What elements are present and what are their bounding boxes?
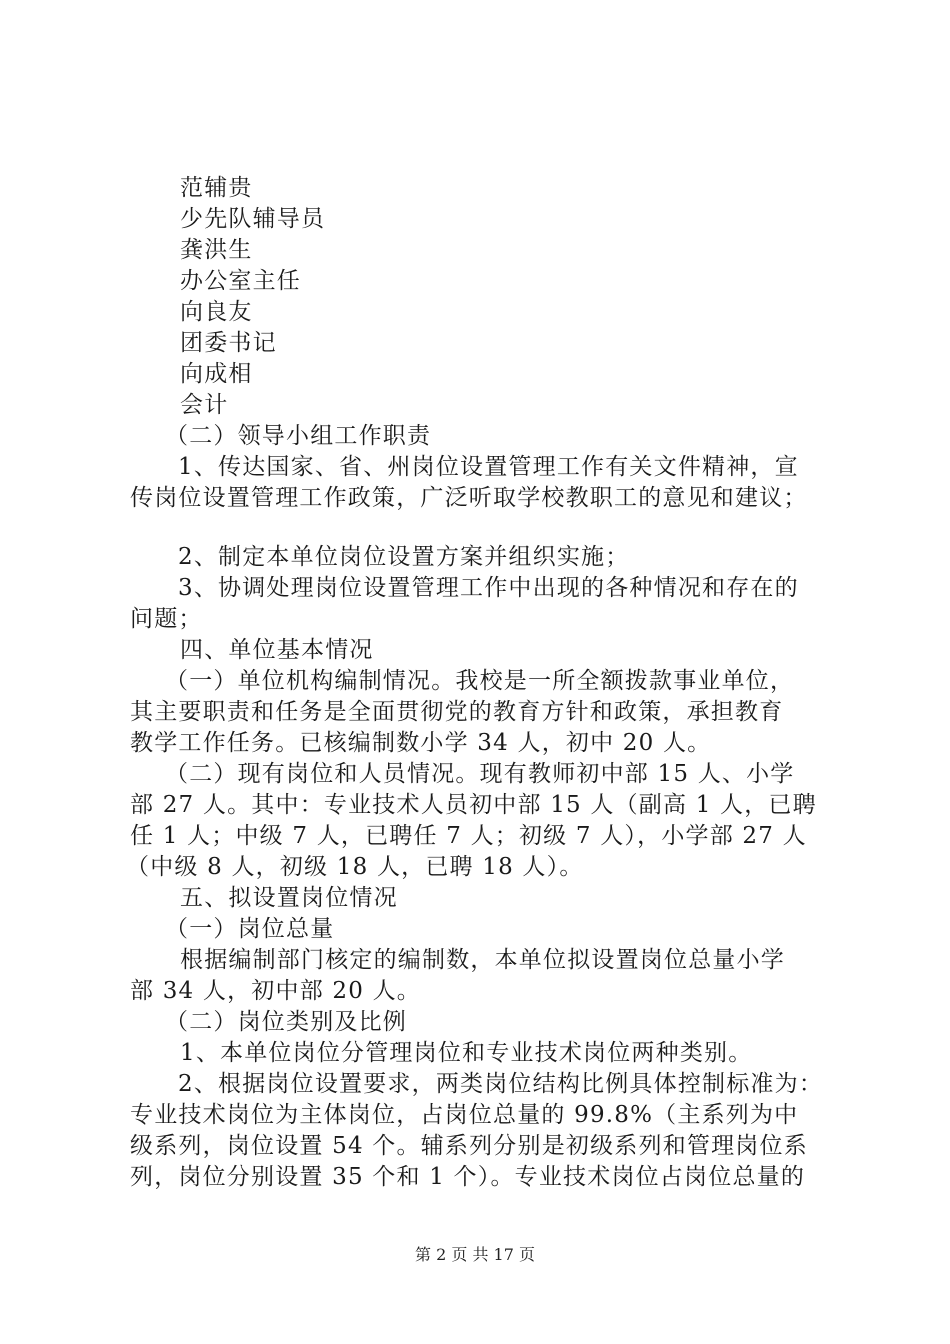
text-line: 部 34 人，初中部 20 人。 [130,978,421,1004]
section-heading: （二）岗位类别及比例 [165,1009,407,1035]
text-line: 1、传达国家、省、州岗位设置管理工作有关文件精神，宣 [178,454,799,480]
text-line: 1、本单位岗位分管理岗位和专业技术岗位两种类别。 [180,1040,753,1066]
text-line: 2、制定本单位岗位设置方案并组织实施； [178,544,630,570]
text-line: 专业技术岗位为主体岗位，占岗位总量的 99.8%（主系列为中 [130,1102,799,1128]
text-line: 向成相 [180,361,253,387]
text-line: 其主要职责和任务是全面贯彻党的教育方针和政策，承担教育 [130,699,784,725]
text-line: 办公室主任 [180,268,301,294]
text-line: 团委书记 [180,330,277,356]
text-line: 2、根据岗位设置要求，两类岗位结构比例具体控制标准为： [178,1071,824,1097]
text-line: 3、协调处理岗位设置管理工作中出现的各种情况和存在的 [178,575,799,601]
text-line: 向良友 [180,299,253,325]
text-line: 会计 [180,392,229,418]
text-line: 任 1 人；中级 7 人，已聘任 7 人；初级 7 人），小学部 27 人 [130,823,807,849]
text-line: （一）单位机构编制情况。我校是一所全额拨款事业单位， [165,668,795,694]
text-line: 教学工作任务。已核编制数小学 34 人，初中 20 人。 [130,730,712,756]
text-line: 根据编制部门核定的编制数，本单位拟设置岗位总量小学 [180,947,785,973]
section-heading: （一）岗位总量 [165,916,335,942]
text-line: （中级 8 人，初级 18 人，已聘 18 人）。 [126,854,584,880]
text-line: 级系列，岗位设置 54 个。辅系列分别是初级系列和管理岗位系 [130,1133,808,1159]
section-heading: 四、单位基本情况 [180,637,374,663]
text-line: 范辅贵 [180,175,253,201]
section-heading: （二）领导小组工作职责 [165,423,432,449]
text-line: 列，岗位分别设置 35 个和 1 个）。专业技术岗位占岗位总量的 [130,1164,806,1190]
page-number-footer: 第 2 页 共 17 页 [415,1245,535,1264]
text-line: 部 27 人。其中：专业技术人员初中部 15 人（副高 1 人，已聘 [130,792,817,818]
text-line: 龚洪生 [180,237,253,263]
text-line: 传岗位设置管理工作政策，广泛听取学校教职工的意见和建议； [130,485,808,511]
text-line: 问题； [130,606,203,632]
text-line: （二）现有岗位和人员情况。现有教师初中部 15 人、小学 [165,761,795,787]
text-line: 少先队辅导员 [180,206,326,232]
section-heading: 五、拟设置岗位情况 [180,885,398,911]
